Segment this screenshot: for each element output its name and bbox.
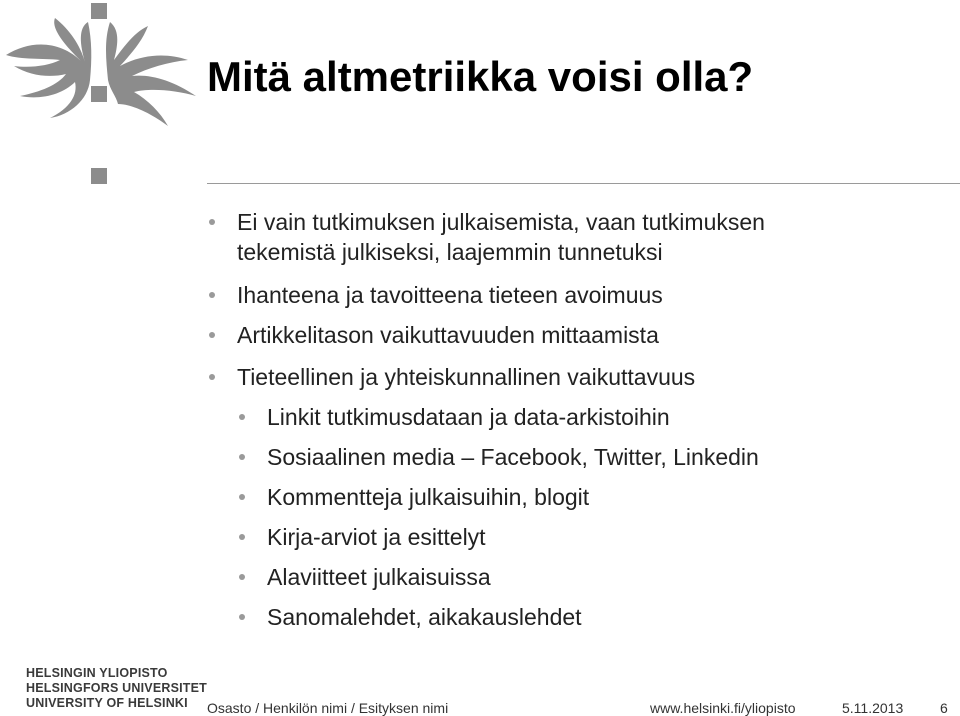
footer-page-number: 6 (940, 700, 948, 716)
university-name-sv: HELSINGFORS UNIVERSITET (26, 681, 208, 695)
sub-bullet-item (267, 403, 670, 431)
bullet-dot-icon (239, 534, 245, 540)
footer-date: 5.11.2013 (842, 700, 904, 716)
title-divider (207, 183, 960, 184)
bullet-dot-icon (209, 332, 215, 338)
bullet-item (237, 321, 659, 349)
sub-bullet-item (267, 483, 589, 511)
sub-bullet-text: Sanomalehdet, aikakauslehdet (267, 604, 582, 630)
bullet-dot-icon (239, 574, 245, 580)
sub-bullet-item (267, 563, 491, 591)
bullet-dot-icon (239, 494, 245, 500)
footer-department: Osasto / Henkilön nimi / Esityksen nimi (207, 700, 449, 716)
bullet-dot-icon (239, 614, 245, 620)
university-name-fi: HELSINGIN YLIOPISTO (26, 666, 168, 680)
bullet-item (237, 363, 695, 391)
bullet-dot-icon (239, 454, 245, 460)
bullet-item (237, 281, 663, 309)
sub-bullet-text: Kirja-arviot ja esittelyt (267, 524, 486, 550)
bullet-text: Artikkelitason vaikuttavuuden mittaamista (237, 322, 659, 348)
bullet-text: tekemistä julkiseksi, laajemmin tunnetuksi (237, 239, 663, 265)
sub-bullet-text: Alaviitteet julkaisuissa (267, 564, 491, 590)
bullet-text: Ei vain tutkimuksen julkaisemista, vaan tutkimuksen (237, 209, 765, 235)
bullet-item-continuation (237, 238, 663, 266)
university-name-en: UNIVERSITY OF HELSINKI (26, 696, 188, 710)
sub-bullet-item (267, 443, 759, 471)
sub-bullet-text: Sosiaalinen media – Facebook, Twitter, Linkedin (267, 444, 759, 470)
bullet-item (237, 208, 765, 236)
bullet-dot-icon (239, 414, 245, 420)
sub-bullet-item (267, 523, 486, 551)
bullet-dot-icon (209, 219, 215, 225)
bullet-text: Ihanteena ja tavoitteena tieteen avoimuus (237, 282, 663, 308)
bullet-text: Tieteellinen ja yhteiskunnallinen vaikuttavuus (237, 364, 696, 390)
footer-url: www.helsinki.fi/yliopisto (650, 700, 796, 716)
sub-bullet-item (267, 603, 582, 631)
helsinki-flame-logo-icon (0, 0, 205, 195)
sub-bullet-text: Kommentteja julkaisuihin, blogit (267, 484, 590, 510)
bullet-dot-icon (209, 292, 215, 298)
slide-title: Mitä altmetriikka voisi olla? (207, 53, 754, 100)
sub-bullet-text: Linkit tutkimusdataan ja data-arkistoihin (267, 404, 670, 430)
university-name-block (26, 666, 207, 711)
bullet-dot-icon (209, 374, 215, 380)
